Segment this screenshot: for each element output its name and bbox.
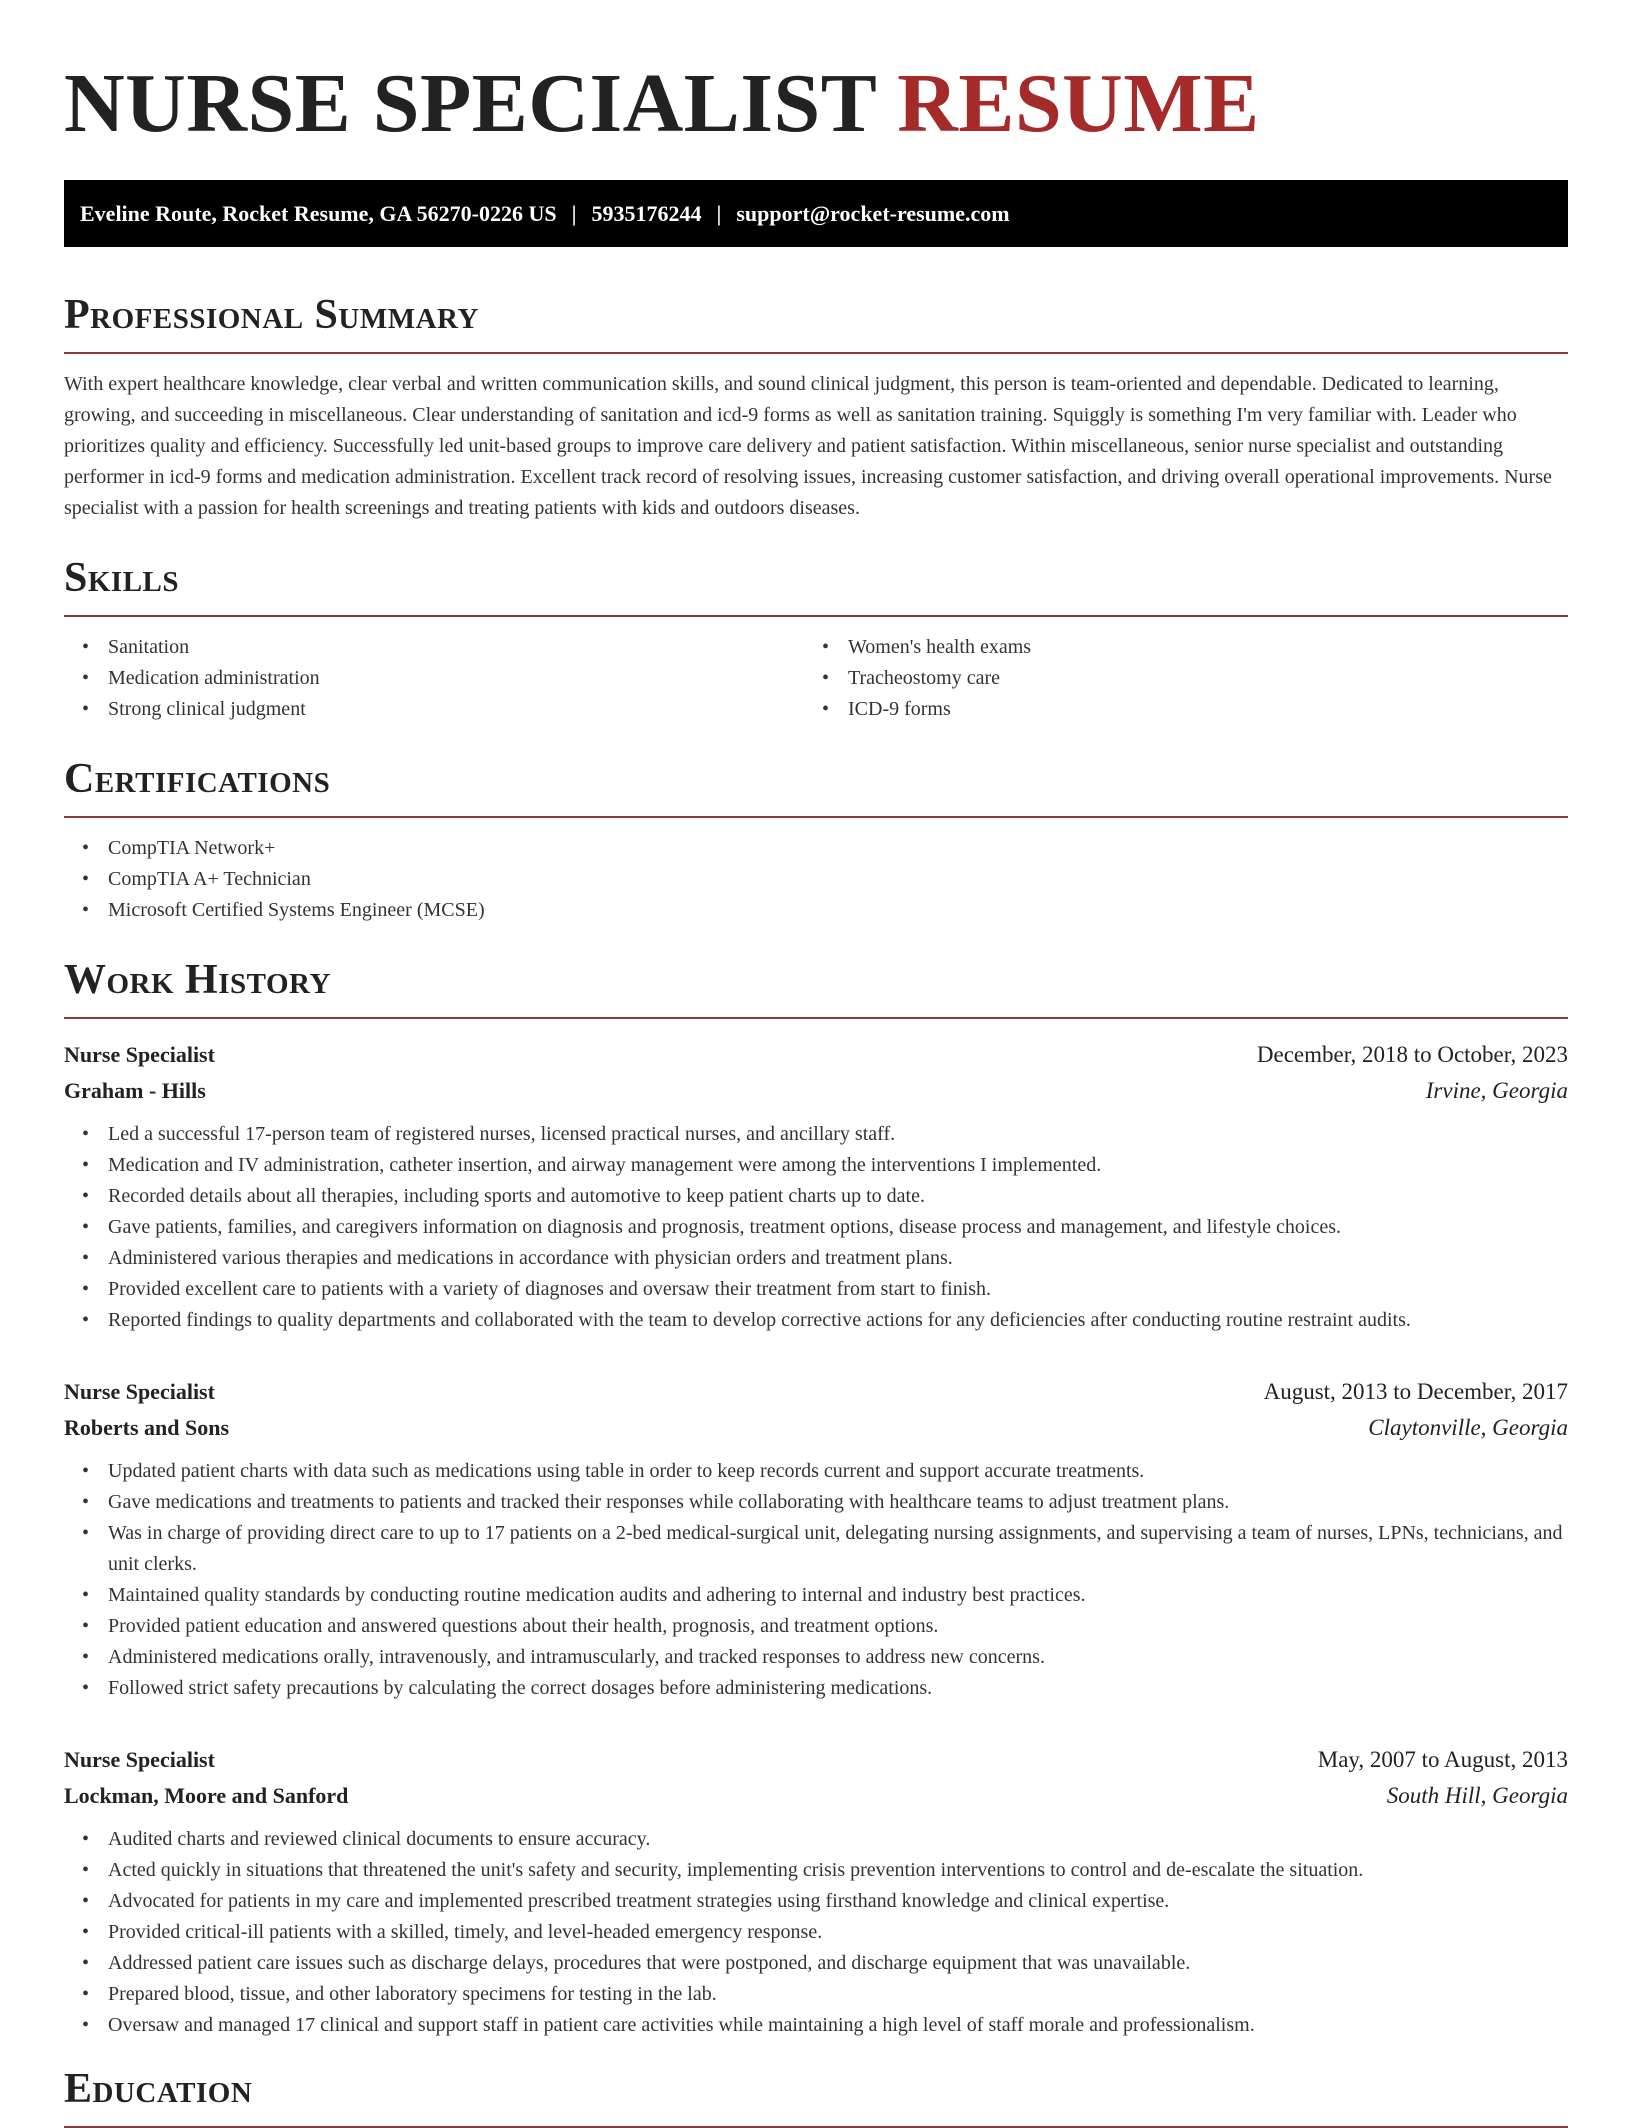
job-title: Nurse Specialist <box>64 1042 215 1067</box>
job-header-row <box>64 1742 1568 1778</box>
title-main: NURSE SPECIALIST <box>64 57 876 150</box>
job-duty: • Gave medications and treatments to patients and tracked their responses while collaborating with healthcare teams to adjust treatment plans. <box>64 1487 1568 1518</box>
certifications-list <box>64 833 1568 926</box>
job-duty: • Recorded details about all therapies, including sports and automotive to keep patient charts up to date. <box>64 1181 1568 1212</box>
job-duty: • Led a successful 17-person team of registered nurses, licensed practical nurses, and ancillary staff. <box>64 1119 1568 1150</box>
certification-item: • CompTIA Network+ <box>64 833 1568 864</box>
job-company-row <box>64 1410 1568 1446</box>
contact-bar <box>64 180 1568 247</box>
job-header-row <box>64 1374 1568 1410</box>
job-duty: • Maintained quality standards by conducting routine medication audits and adhering to internal and industry best practices. <box>64 1580 1568 1611</box>
job-dates: August, 2013 to December, 2017 <box>1263 1379 1568 1404</box>
certification-item: • CompTIA A+ Technician <box>64 864 1568 895</box>
skill-item: • Women's health exams <box>804 632 1544 663</box>
resume-content <box>64 0 1568 2128</box>
summary-text: With expert healthcare knowledge, clear verbal and written communication skills, and sound clinical judgment, this person is team-oriented and dependable. Dedicated to learning, growing, and succeeding in miscellaneous. Clear understanding of sanitation and icd-9 forms as well as sanitation training. Squiggly is something I'm very familiar with. Leader who prioritizes quality and efficiency. Successfully led unit-based groups to improve care delivery and patient satisfaction. Within miscellaneous, senior nurse specialist and outstanding performer in icd-9 forms and medication administration. Excellent track record of resolving issues, increasing customer satisfaction, and driving overall operational improvements. Nurse specialist with a passion for health screenings and treating patients with kids and outdoors diseases. <box>64 373 1552 519</box>
job-duty: • Administered various therapies and medications in accordance with physician orders and treatment plans. <box>64 1243 1568 1274</box>
job-duty: • Oversaw and managed 17 clinical and support staff in patient care activities while maintaining a high level of staff morale and professionalism. <box>64 2010 1568 2041</box>
job-duties-list <box>64 1824 1568 2041</box>
job-duties-list <box>64 1456 1568 1704</box>
job-duty: • Provided patient education and answered questions about their health, prognosis, and treatment options. <box>64 1611 1568 1642</box>
job-duty: • Reported findings to quality departments and collaborated with the team to develop corrective actions for any deficiencies after conducting routine restraint audits. <box>64 1305 1568 1336</box>
job-duty: • Audited charts and reviewed clinical documents to ensure accuracy. <box>64 1824 1568 1855</box>
skill-item: • Tracheostomy care <box>804 663 1544 694</box>
job-duties-list <box>64 1119 1568 1336</box>
job-location: Claytonville, Georgia <box>1368 1415 1568 1440</box>
job-title: Nurse Specialist <box>64 1379 215 1404</box>
job-location: South Hill, Georgia <box>1386 1783 1568 1808</box>
contact-phone: 5935176244 <box>591 200 702 226</box>
job-duty: • Prepared blood, tissue, and other laboratory specimens for testing in the lab. <box>64 1979 1568 2010</box>
skill-item: • Strong clinical judgment <box>64 694 804 725</box>
job-duty: • Followed strict safety precautions by calculating the correct dosages before administering medications. <box>64 1673 1568 1704</box>
job-duty: • Administered medications orally, intravenously, and intramuscularly, and tracked responses to address new concerns. <box>64 1642 1568 1673</box>
skills-columns <box>64 632 1568 725</box>
job-company: Lockman, Moore and Sanford <box>64 1783 349 1808</box>
contact-separator: | <box>716 200 722 226</box>
job-duty: • Medication and IV administration, catheter insertion, and airway management were among the interventions I implemented. <box>64 1150 1568 1181</box>
job-duty: • Gave patients, families, and caregivers information on diagnosis and prognosis, treatment options, disease process and management, and lifestyle choices. <box>64 1212 1568 1243</box>
skill-item: • ICD-9 forms <box>804 694 1544 725</box>
contact-separator: | <box>571 200 577 226</box>
summary-heading: Professional Summary <box>64 291 1568 354</box>
job-duty: • Provided critical-ill patients with a skilled, timely, and level-headed emergency response. <box>64 1917 1568 1948</box>
work-history-heading: Work History <box>64 956 1568 1019</box>
job-title: Nurse Specialist <box>64 1747 215 1772</box>
job-company-row <box>64 1778 1568 1814</box>
job-dates: May, 2007 to August, 2013 <box>1317 1747 1568 1772</box>
job-duty: • Updated patient charts with data such as medications using table in order to keep records current and support accurate treatments. <box>64 1456 1568 1487</box>
job-duty: • Acted quickly in situations that threatened the unit's safety and security, implementing crisis prevention interventions to control and de-escalate the situation. <box>64 1855 1568 1886</box>
job-duty: • Provided excellent care to patients with a variety of diagnoses and oversaw their treatment from start to finish. <box>64 1274 1568 1305</box>
job-entry <box>64 1742 1568 2041</box>
skills-list-right <box>804 632 1544 725</box>
job-entry <box>64 1374 1568 1704</box>
job-duty: • Was in charge of providing direct care to up to 17 patients on a 2-bed medical-surgical unit, delegating nursing assignments, and supervising a team of nurses, LPNs, technicians, and unit clerks. <box>64 1518 1568 1580</box>
job-duty: • Addressed patient care issues such as discharge delays, procedures that were postponed, and discharge equipment that was unavailable. <box>64 1948 1568 1979</box>
job-entry <box>64 1037 1568 1336</box>
job-duty: • Advocated for patients in my care and implemented prescribed treatment strategies using firsthand knowledge and clinical expertise. <box>64 1886 1568 1917</box>
job-location: Irvine, Georgia <box>1425 1078 1568 1103</box>
education-heading: Education <box>64 2065 1568 2128</box>
contact-address: Eveline Route, Rocket Resume, GA 56270-0226 US <box>80 200 557 226</box>
skill-item: • Sanitation <box>64 632 804 663</box>
skills-list-left <box>64 632 804 725</box>
skills-heading: Skills <box>64 554 1568 617</box>
job-dates: December, 2018 to October, 2023 <box>1256 1042 1568 1067</box>
certification-item: • Microsoft Certified Systems Engineer (MCSE) <box>64 895 1568 926</box>
title-accent: RESUME <box>897 57 1260 150</box>
contact-email: support@rocket-resume.com <box>736 200 1010 226</box>
job-company: Graham - Hills <box>64 1078 206 1103</box>
job-header-row <box>64 1037 1568 1073</box>
resume-title <box>64 0 1568 152</box>
certifications-heading: Certifications <box>64 755 1568 818</box>
skill-item: • Medication administration <box>64 663 804 694</box>
job-company: Roberts and Sons <box>64 1415 230 1440</box>
job-company-row <box>64 1073 1568 1109</box>
